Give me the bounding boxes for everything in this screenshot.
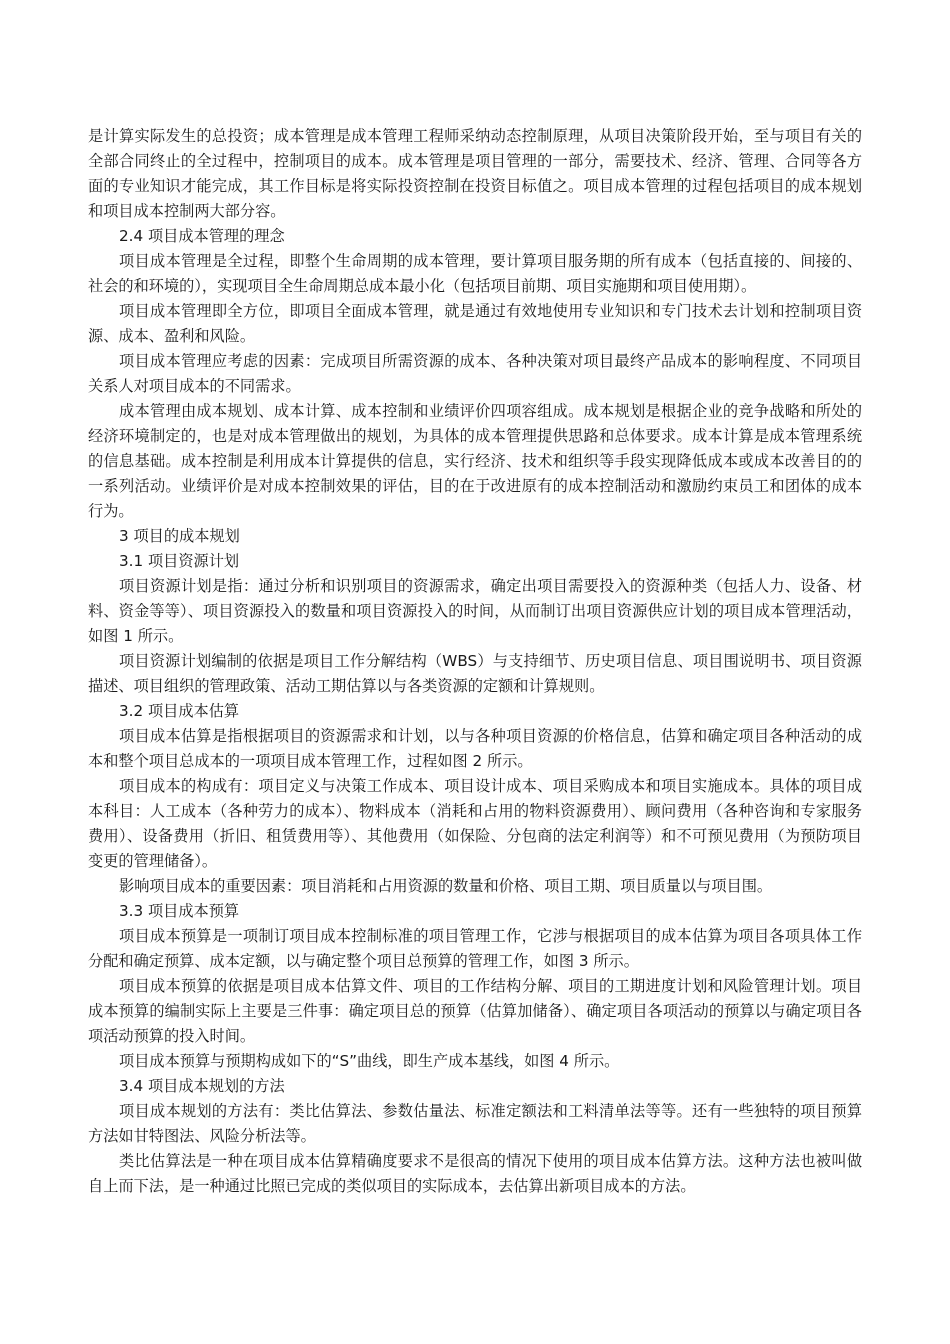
paragraph-cost-estimate: 项目成本估算是指根据项目的资源需求和计划，以与各种项目资源的价格信息，估算和确定项目各种活动的成本和整个项目总成本的一项项目成本管理工作，过程如图 2 所示。 — [88, 727, 862, 770]
paragraph-analogy-estimate: 类比估算法是一种在项目成本估算精确度要求不是很高的情况下使用的项目成本估算方法。这种方法也被叫做自上而下法，是一种通过比照已完成的类似项目的实际成本，去估算出新项目成本的方法。 — [88, 1152, 862, 1195]
paragraph-four-components: 成本管理由成本规划、成本计算、成本控制和业绩评价四项容组成。成本规划是根据企业的竞争战略和所处的经济环境制定的，也是对成本管理做出的规划，为具体的成本管理提供思路和总体要求。成本计算是成本管理系统的信息基础。成本控制是利用成本计算提供的信息，实行经济、技术和组织等手段实现降低成本或成本改善目的的一系列活动。业绩评价是对成本控制效果的评估，目的在于改进原有的成本控制活动和激励约束员工和团体的成本行为。 — [88, 402, 862, 520]
paragraph-cost-management-intro: 是计算实际发生的总投资；成本管理是成本管理工程师采纳动态控制原理，从项目决策阶段开始，至与项目有关的全部合同终止的全过程中，控制项目的成本。成本管理是项目管理的一部分，需要技术、经济、管理、合同等各方面的专业知识才能完成，其工作目标是将实际投资控制在投资目标值之。项目成本管理的过程包括项目的成本规划和项目成本控制两大部分容。 — [88, 127, 862, 220]
document-page — [88, 124, 862, 1199]
paragraph-s-curve: 项目成本预算与预期构成如下的“S”曲线，即生产成本基线，如图 4 所示。 — [119, 1052, 620, 1070]
section-heading-3-4: 3.4 项目成本规划的方法 — [119, 1077, 285, 1095]
section-heading-3-1: 3.1 项目资源计划 — [119, 552, 240, 570]
paragraph-factors: 项目成本管理应考虑的因素：完成项目所需资源的成本、各种决策对项目最终产品成本的影响程度、不同项目关系人对项目成本的不同需求。 — [88, 352, 862, 395]
paragraph-lifecycle: 项目成本管理是全过程，即整个生命周期的成本管理，要计算项目服务期的所有成本（包括直接的、间接的、社会的和环境的），实现项目全生命周期总成本最小化（包括项目前期、项目实施期和项目使用期）。 — [88, 252, 862, 295]
paragraph-cost-composition: 项目成本的构成有：项目定义与决策工作成本、项目设计成本、项目采购成本和项目实施成本。具体的项目成本科目：人工成本（各种劳力的成本）、物料成本（消耗和占用的物料资源费用）、顾问费用（各种咨询和专家服务费用）、设备费用（折旧、租赁费用等）、其他费用（如保险、分包商的法定利润等）和不可预见费用（为预防项目变更的管理储备）。 — [88, 777, 862, 870]
section-heading-3-3: 3.3 项目成本预算 — [119, 902, 240, 920]
paragraph-all-round: 项目成本管理即全方位，即项目全面成本管理，就是通过有效地使用专业知识和专门技术去计划和控制项目资源、成本、盈利和风险。 — [88, 302, 862, 345]
paragraph-cost-influences: 影响项目成本的重要因素：项目消耗和占用资源的数量和价格、项目工期、项目质量以与项目围。 — [119, 877, 773, 895]
section-heading-2-4: 2.4 项目成本管理的理念 — [119, 227, 285, 245]
paragraph-planning-methods: 项目成本规划的方法有：类比估算法、参数估量法、标准定额法和工料清单法等等。还有一些独特的项目预算方法如甘特图法、风险分析法等。 — [88, 1102, 862, 1145]
paragraph-budget-basis: 项目成本预算的依据是项目成本估算文件、项目的工作结构分解、项目的工期进度计划和风险管理计划。项目成本预算的编制实际上主要是三件事：确定项目总的预算（估算加储备）、确定项目各项活动的预算以与确定项目各项活动预算的投入时间。 — [88, 977, 862, 1045]
section-heading-3: 3 项目的成本规划 — [119, 527, 240, 545]
paragraph-cost-budget: 项目成本预算是一项制订项目成本控制标准的项目管理工作，它涉与根据项目的成本估算为项目各项具体工作分配和确定预算、成本定额，以与确定整个项目总预算的管理工作，如图 3 所示。 — [88, 927, 862, 970]
section-heading-3-2: 3.2 项目成本估算 — [119, 702, 240, 720]
paragraph-resource-plan-basis: 项目资源计划编制的依据是项目工作分解结构（WBS）与支持细节、历史项目信息、项目围说明书、项目资源描述、项目组织的管理政策、活动工期估算以与各类资源的定额和计算规则。 — [88, 652, 862, 695]
paragraph-resource-plan: 项目资源计划是指：通过分析和识别项目的资源需求，确定出项目需要投入的资源种类（包括人力、设备、材料、资金等等）、项目资源投入的数量和项目资源投入的时间，从而制订出项目资源供应计划的项目成本管理活动，如图 1 所示。 — [88, 577, 862, 645]
